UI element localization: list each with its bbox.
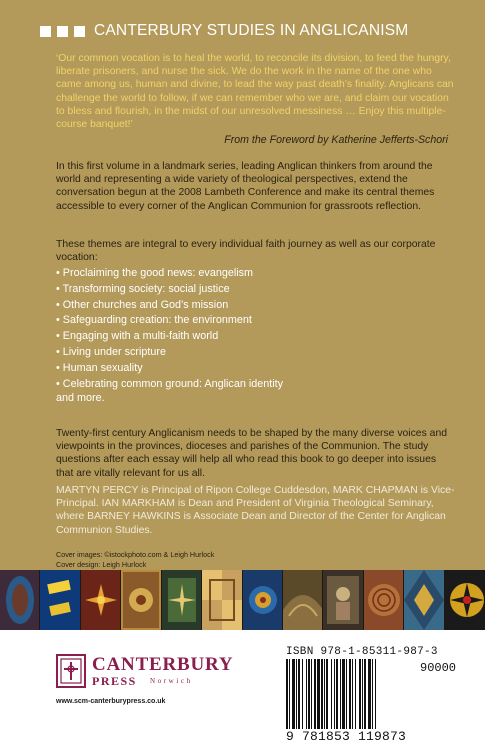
themes-intro: These themes are integral to every individual faith journey as well as our corporate vocation:	[56, 239, 436, 264]
author-bios: MARTYN PERCY is Principal of Ripon College Cuddesdon, MARK CHAPMAN is Vice-Principal. IAN MARKHAM is Dean and President of Virginia Theological Seminary, where BARNEY HAWKINS is Associate Dean and Director of the Center for Anglican Communion Studies.	[56, 485, 455, 536]
cover-credits	[56, 550, 214, 569]
publisher-website: www.scm-canterburypress.co.uk	[56, 698, 166, 705]
publisher-press: PRESS	[92, 674, 137, 688]
barcode-icon	[286, 659, 416, 729]
square-icon	[74, 26, 85, 37]
foreword-quote: ‘Our common vocation is to heal the world, to reconcile its division, to feed the hungry, liberate prisoners, and nurse the sick. We do the work in the name of the one who came among us, human and divine, to lead the way past death’s finality. Anglicans can challenge the world to follow, if we can remember who we are, and claim our vocation to bless and flourish, in the midst of our unresolved messiness … Enjoy this multiple-course banquet!’	[56, 53, 454, 131]
isbn-label: ISBN 978-1-85311-987-3	[286, 646, 438, 658]
strip-image	[40, 570, 80, 630]
strip-image	[81, 570, 121, 630]
list-item: • Proclaiming the good news: evangelism	[56, 267, 254, 279]
strip-image	[364, 570, 404, 630]
publisher-name: CANTERBURY	[92, 654, 234, 675]
list-item: • Human sexuality	[56, 361, 143, 374]
square-icon	[40, 26, 51, 37]
strip-image	[243, 570, 283, 630]
image-credit: Cover images: ©istockphoto.com & Leigh Hurlock	[56, 550, 215, 559]
list-item: • Engaging with a multi-faith world	[56, 330, 219, 343]
list-item: • Transforming society: social justice	[56, 282, 230, 295]
and-more: and more.	[56, 392, 105, 404]
publisher-area	[0, 630, 485, 750]
series-title: CANTERBURY STUDIES IN ANGLICANISM	[94, 22, 409, 39]
closing-paragraph: Twenty-first century Anglicanism needs to be shaped by the many diverse voices and viewpoints in the provinces, dioceses and parishes of the Communion. The study questions after each essay will help all who read this book to go deeper into issues that are vitally relevant for us all.	[56, 428, 448, 479]
list-item: • Celebrating common ground: Anglican identity	[56, 377, 284, 390]
strip-image	[404, 570, 444, 630]
ean-number: 9 781853 119873	[286, 729, 407, 744]
design-credit: Cover design: Leigh Hurlock	[56, 559, 147, 569]
intro-paragraph: In this first volume in a landmark series, leading Anglican thinkers from around the world and representing a wide variety of theological perspectives, extend the conversation begun at the 2008 Lambeth Conference and make its central themes accessible to every corner of the Anglican Communion for grassroots reflection.	[56, 161, 435, 212]
list-item: • Safeguarding creation: the environment	[56, 314, 252, 327]
list-item: • Living under scripture	[56, 345, 167, 358]
square-icon	[57, 26, 68, 37]
image-strip	[0, 570, 485, 630]
themes-list	[56, 266, 456, 392]
strip-image	[121, 570, 161, 630]
price-code: 90000	[420, 661, 457, 675]
strip-image	[0, 570, 40, 630]
strip-image	[323, 570, 363, 630]
list-item: • Other churches and God’s mission	[56, 298, 229, 311]
strip-image	[283, 570, 323, 630]
strip-image	[202, 570, 242, 630]
series-header	[40, 22, 408, 40]
publisher-city: Norwich	[150, 677, 193, 685]
strip-image	[445, 570, 485, 630]
strip-image	[162, 570, 202, 630]
quote-attribution: From the Foreword by Katherine Jefferts-Schori	[224, 134, 448, 146]
publisher-logo-icon	[56, 654, 86, 688]
